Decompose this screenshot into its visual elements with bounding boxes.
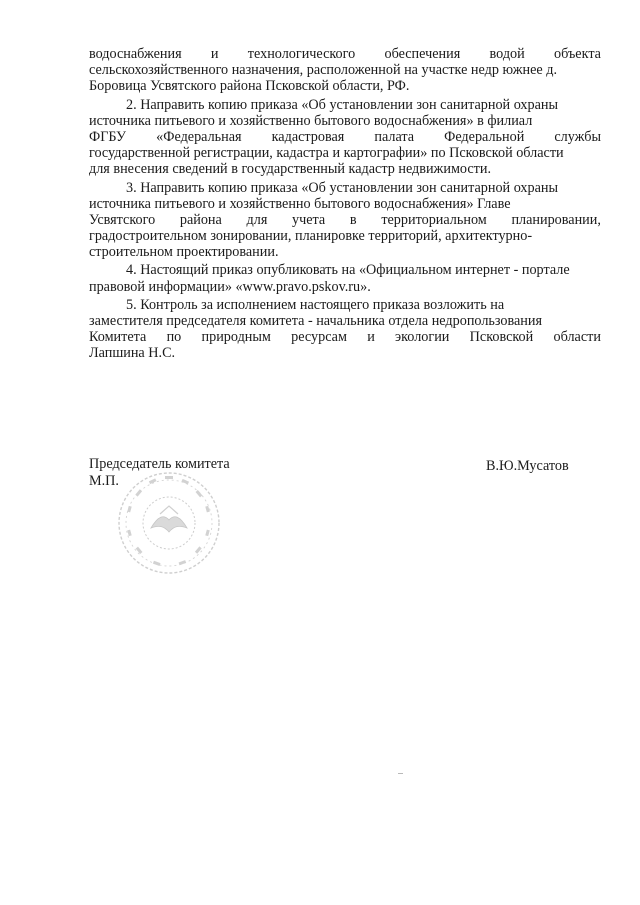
word: «Федеральная	[156, 128, 242, 145]
word: и	[367, 329, 375, 346]
word: учета	[292, 211, 326, 228]
word: Комитета	[89, 329, 147, 346]
text-line: источника питьевого и хозяйственно бытового водоснабжения» в филиал	[89, 112, 533, 129]
text-line: государственной регистрации, кадастра и картографии» по Псковской области	[89, 145, 564, 162]
stamp-place-label: М.П.	[89, 473, 119, 489]
text-line: правовой информации» «www.pravo.pskov.ru».	[89, 278, 371, 295]
word: области	[553, 329, 601, 346]
word: палата	[374, 128, 415, 145]
word: района	[179, 211, 222, 228]
text-line: 2. Направить копию приказа «Об установлении зон санитарной охраны	[126, 96, 559, 113]
paragraph-2	[89, 97, 601, 178]
text-line: Боровица Усвятского района Псковской области, РФ.	[89, 78, 410, 95]
word: обеспечения	[384, 46, 461, 62]
text-line: строительном проектировании.	[89, 244, 279, 261]
word: и	[210, 46, 219, 62]
word: ресурсам	[291, 329, 347, 346]
word: для	[246, 211, 268, 228]
document-body	[89, 46, 601, 364]
word: объекта	[554, 46, 601, 62]
seal-emblem	[151, 517, 187, 532]
paragraph-1-continued	[89, 46, 601, 95]
justified-line	[89, 46, 601, 62]
word: водоснабжения	[89, 46, 182, 62]
text-line: источника питьевого и хозяйственно бытового водоснабжения» Главе	[89, 195, 511, 212]
word: планировании,	[511, 211, 601, 228]
word: службы	[554, 128, 601, 145]
word: природным	[201, 329, 271, 346]
paragraph-3	[89, 180, 601, 261]
word: Псковской	[469, 329, 534, 346]
seal-emblem-detail	[160, 506, 178, 514]
text-line: сельскохозяйственного назначения, расположенной на участке недр южнее д.	[89, 62, 558, 79]
text-line: 4. Настоящий приказ опубликовать на «Официальном интернет - портале	[126, 262, 570, 279]
text-line: заместителя председателя комитета - начальника отдела недропользования	[89, 313, 542, 329]
word: Усвятского	[89, 211, 156, 228]
justified-line	[89, 129, 601, 145]
word: ФГБУ	[89, 128, 127, 145]
text-line: градостроительном зонировании, планировке территорий, архитектурно-	[89, 228, 533, 245]
word: экологии	[395, 329, 450, 346]
signer-position: Председатель комитета	[89, 456, 230, 472]
scan-artifact-mark	[398, 773, 403, 774]
justified-line	[89, 212, 601, 228]
text-line: 5. Контроль за исполнением настоящего приказа возложить на	[126, 296, 505, 313]
text-line: Лапшина Н.С.	[89, 345, 176, 362]
word: Федеральной	[444, 128, 525, 145]
text-line: для внесения сведений в государственный кадастр недвижимости.	[89, 161, 492, 178]
official-seal-stamp	[116, 470, 222, 576]
word: технологического	[247, 46, 356, 62]
paragraph-5	[89, 297, 601, 362]
word: кадастровая	[271, 128, 345, 145]
justified-line	[89, 329, 601, 345]
word: водой	[489, 46, 525, 62]
word: по	[166, 329, 182, 346]
paragraph-4	[89, 262, 601, 294]
word: в	[349, 211, 357, 228]
text-line: 3. Направить копию приказа «Об установлении зон санитарной охраны	[126, 179, 559, 196]
word: территориальном	[381, 211, 487, 228]
signer-name: В.Ю.Мусатов	[486, 458, 569, 474]
